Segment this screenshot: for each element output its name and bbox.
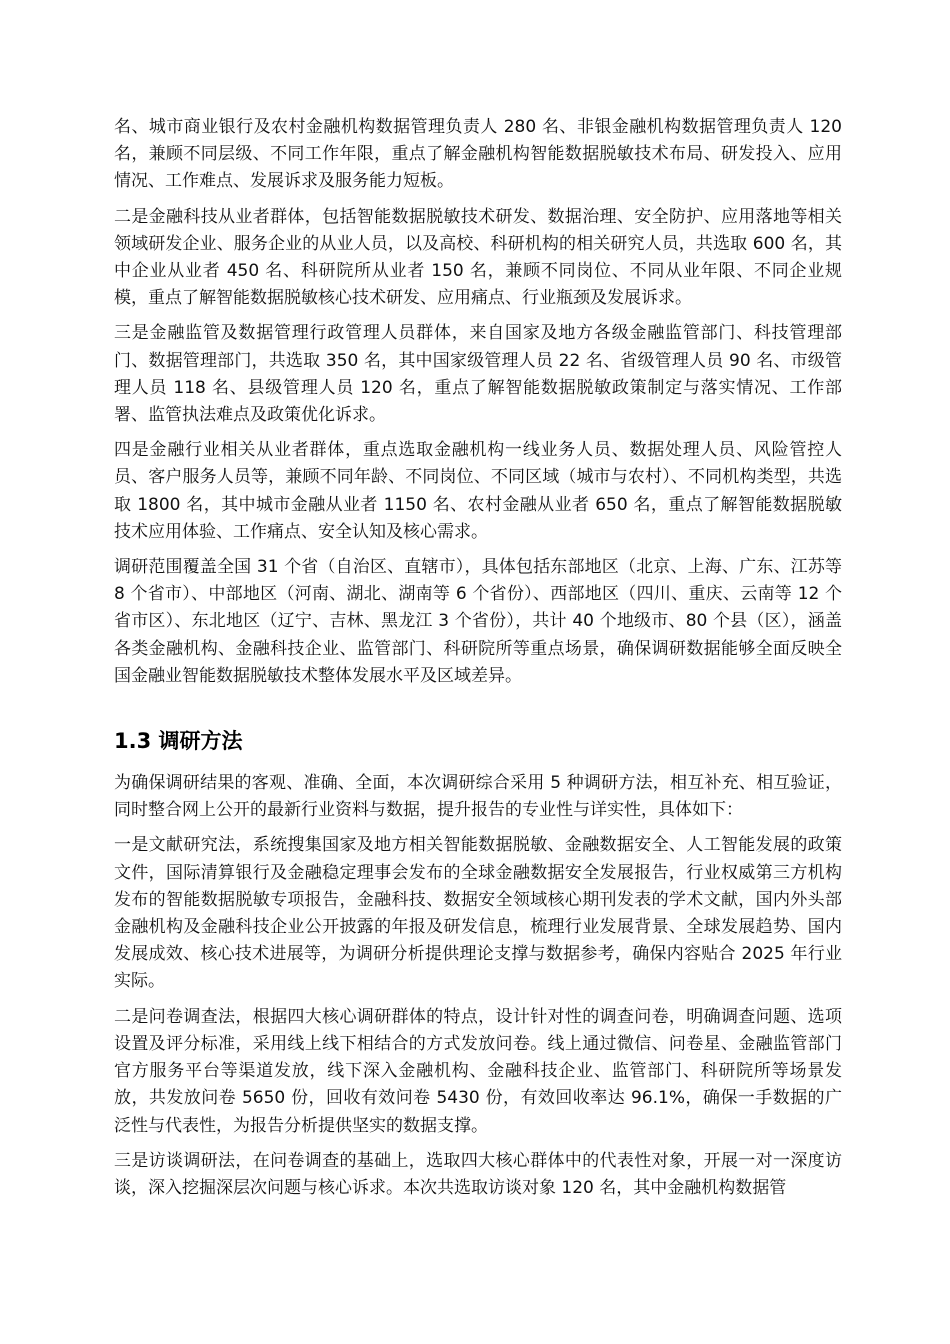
document-body — [114, 114, 842, 1210]
paragraph-interview-research: 三是访谈调研法，在问卷调查的基础上，选取四大核心群体中的代表性对象，开展一对一深度访谈，深入挖掘深层次问题与核心诉求。本次共选取访谈对象 120 名，其中金融机构数据管 — [114, 1150, 842, 1198]
paragraph-survey-scope: 调研范围覆盖全国 31 个省（自治区、直辖市），具体包括东部地区（北京、上海、广东、江苏等 8 个省市）、中部地区（河南、湖北、湖南等 6 个省份）、西部地区（四川、重庆、云南等 12 个省市区）、东北地区（辽宁、吉林、黑龙江 3 个省份），共计 40 个地级市、80 个县（区），涵盖各类金融机构、金融科技企业、监管部门、科研院所等重点场景，确保调研数据能够全面反映全国金融业智能数据脱敏技术整体发展水平及区域差异。 — [114, 557, 842, 686]
paragraph-regulators: 三是金融监管及数据管理行政管理人员群体，来自国家及地方各级金融监管部门、科技管理部门、数据管理部门，共选取 350 名，其中国家级管理人员 22 名、省级管理人员 90 名、市级管理人员 118 名、县级管理人员 120 名，重点了解智能数据脱敏政策制定与落实情况、工作部署、监管执法难点及政策优化诉求。 — [114, 323, 842, 426]
paragraph-respondents-continued: 名、城市商业银行及农村金融机构数据管理负责人 280 名、非银金融机构数据管理负责人 120 名，兼顾不同层级、不同工作年限，重点了解金融机构智能数据脱敏技术布局、研发投入、应用情况、工作难点、发展诉求及服务能力短板。 — [114, 117, 842, 192]
section-heading-research-methods: 1.3 调研方法 — [114, 729, 243, 754]
paragraph-fintech-practitioners: 二是金融科技从业者群体，包括智能数据脱敏技术研发、数据治理、安全防护、应用落地等相关领域研发企业、服务企业的从业人员，以及高校、科研机构的相关研究人员，共选取 600 名，其中企业从业者 450 名、科研院所从业者 150 名，兼顾不同岗位、不同从业年限、不同企业规模，重点了解智能数据脱敏核心技术研发、应用痛点、行业瓶颈及发展诉求。 — [114, 206, 842, 309]
paragraph-methods-intro: 为确保调研结果的客观、准确、全面，本次调研综合采用 5 种调研方法，相互补充、相互验证，同时整合网上公开的最新行业资料与数据，提升报告的专业性与详实性，具体如下： — [114, 773, 842, 821]
paragraph-literature-research: 一是文献研究法，系统搜集国家及地方相关智能数据脱敏、金融数据安全、人工智能发展的政策文件，国际清算银行及金融稳定理事会发布的全球金融数据安全发展报告，行业权威第三方机构发布的智能数据脱敏专项报告，金融科技、数据安全领域核心期刊发表的学术文献，国内外头部金融机构及金融科技企业公开披露的年报及研发信息，梳理行业发展背景、全球发展趋势、国内发展成效、核心技术进展等，为调研分析提供理论支撑与数据参考，确保内容贴合 2025 年行业实际。 — [114, 835, 842, 992]
paragraph-questionnaire-survey: 二是问卷调查法，根据四大核心调研群体的特点，设计针对性的调查问卷，明确调查问题、选项设置及评分标准，采用线上线下相结合的方式发放问卷。线上通过微信、问卷星、金融监管部门官方服务平台等渠道发放，线下深入金融机构、金融科技企业、监管部门、科研院所等场景发放，共发放问卷 5650 份，回收有效问卷 5430 份，有效回收率达 96.1%，确保一手数据的广泛性与代表性，为报告分析提供坚实的数据支撑。 — [114, 1006, 842, 1136]
paragraph-industry-practitioners: 四是金融行业相关从业者群体，重点选取金融机构一线业务人员、数据处理人员、风险管控人员、客户服务人员等，兼顾不同年龄、不同岗位、不同区域（城市与农村）、不同机构类型，共选取 1800 名，其中城市金融从业者 1150 名、农村金融从业者 650 名，重点了解智能数据脱敏技术应用体验、工作痛点、安全认知及核心需求。 — [114, 440, 842, 542]
